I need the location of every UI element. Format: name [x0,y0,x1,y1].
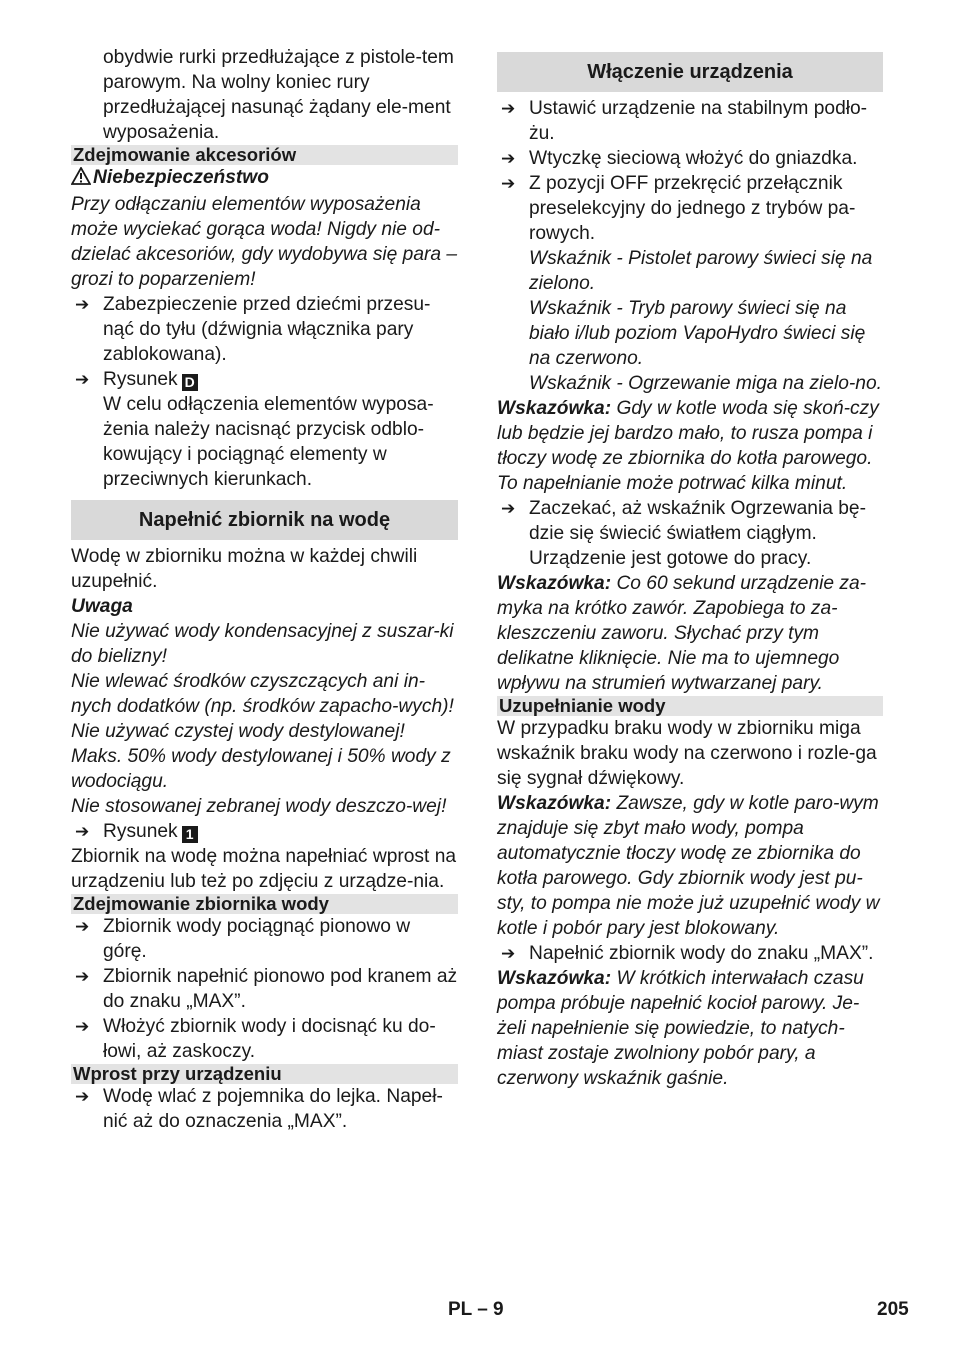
note-label: Wskazówka: [497,398,612,419]
step-pour-water [71,1084,458,1134]
left-column [71,45,458,1134]
arrow-right-icon: ➔ [501,99,516,118]
arrow-right-icon: ➔ [501,174,516,193]
step-child-lock [71,292,458,367]
heading-switch-on: Włączenie urządzenia [497,52,883,92]
indicator-1: Wskaźnik - Pistolet parowy świeci się na zielono. [529,248,873,294]
caution-4: Nie stosowanej zebranej wody deszczo-wej! [71,796,447,817]
note-text: Co 60 sekund urządzenie za-myka na krótko zawór. Zapobiega to za-kleszczeniu zaworu. Słychać przy tym delikatne kliknięcie. Nie ma to ujemnego wpływu na strumień wytwarzanej pary. [497,573,867,694]
step-text: Zaczekać, aż wskaźnik Ogrzewania bę-dzie się świecić światłem ciągłym. [529,498,866,544]
danger-heading [71,165,458,192]
arrow-right-icon: ➔ [75,967,90,986]
figure-symbol-1: 1 [182,826,198,843]
footer-language-page: PL – 9 [448,1299,504,1320]
step-insert-tank [71,1014,458,1064]
arrow-right-icon: ➔ [75,1017,90,1036]
fill-text: Zbiornik na wodę można napełniać wprost na urządzeniu lub też po zdjęciu z urządze-nia. [71,846,457,892]
subheading-refill: Uzupełnianie wody [497,696,883,716]
step-plug-in [497,146,883,171]
caution-3: Nie używać czystej wody destylowanej! Maks. 50% wody destylowanej i 50% wody z wodociągu. [71,721,451,792]
step-text: Napełnić zbiornik wody do znaku „MAX”. [529,943,874,964]
note-3 [497,791,883,941]
step-fill-max [497,941,883,966]
arrow-right-icon: ➔ [501,499,516,518]
note-label: Wskazówka: [497,968,612,989]
subheading-direct: Wprost przy urządzeniu [71,1064,458,1084]
note-text: W krótkich interwałach czasu pompa próbuje napełnić kocioł parowy. Je-żeli napełnienie się powiedzie, to natych-miast zostaje zwolniony pobór pary, a czerwony wskaźnik gaśnie. [497,968,864,1089]
arrow-right-icon: ➔ [75,295,90,314]
intro-text: obydwie rurki przedłużające z pistole-tem parowym. Na wolny koniec rury przedłużającej nasunąć żądany ele-ment wyposażenia. [103,47,454,143]
arrow-right-icon: ➔ [75,370,90,389]
danger-text: Przy odłączaniu elementów wyposażenia może wyciekać gorąca woda! Nigdy nie od-dzielać akcesoriów, gdy wydobywa się para – grozi to poparzeniem! [71,194,458,290]
step-text: Włożyć zbiornik wody i docisnąć ku do-łowi, aż zaskoczy. [103,1016,436,1062]
note-label: Wskazówka: [497,573,612,594]
note-text: Zawsze, gdy w kotle paro-wym znajduje się zbyt mało wody, pompa automatycznie tłoczy wodę ze zbiornika do kotła parowego. Gdy zbiornik wody jest pu-sty, to pompa nie może już uzupełnić wody w kotle i pobór pary jest blokowany. [497,793,880,939]
caution-1: Nie używać wody kondensacyjnej z suszar-ki do bielizny! [71,621,454,667]
step-text: Ustawić urządzenie na stabilnym podło-żu. [529,98,868,144]
step-figure-1 [71,819,458,844]
arrow-right-icon: ➔ [75,822,90,841]
subheading-remove-accessories: Zdejmowanie akcesoriów [71,145,458,165]
caution-2: Nie wlewać środków czyszczących ani in-nych dodatków (np. środków zapacho-wych)! [71,671,454,717]
indicator-3: Wskaźnik - Ogrzewanie miga na zielo-no. [529,373,882,394]
arrow-right-icon: ➔ [75,917,90,936]
figure-word: Rysunek [103,821,178,842]
warning-triangle-icon [71,167,93,192]
step-text: Zbiornik napełnić pionowo pod kranem aż do znaku „MAX”. [103,966,458,1012]
fill-intro: Wodę w zbiorniku można w każdej chwili uzupełnić. [71,546,418,592]
step-text: Wodę wlać z pojemnika do lejka. Napeł-nić aż do oznaczenia „MAX”. [103,1086,443,1132]
figure-word: Rysunek [103,369,178,390]
subheading-remove-tank: Zdejmowanie zbiornika wody [71,894,458,914]
step-text: Z pozycji OFF przekręcić przełącznik preselekcyjny do jednego z trybów pa-rowych. [529,173,856,244]
step-text: Wtyczkę sieciową włożyć do gniazdka. [529,148,858,169]
note-1 [497,396,883,496]
heading-fill-tank: Napełnić zbiornik na wodę [71,500,458,540]
note-2 [497,571,883,696]
step-text: Zabezpieczenie przed dziećmi przesu-nąć do tyłu (dźwignia włącznika pary zablokowana). [103,294,431,365]
step-pull-tank [71,914,458,964]
note-4 [497,966,883,1091]
figure-symbol-d: D [182,374,198,391]
refill-text: W przypadku braku wody w zbiorniku miga wskaźnik braku wody na czerwono i rozle-ga się sygnał dźwiękowy. [497,718,877,789]
detach-text: W celu odłączenia elementów wyposa-żenia należy nacisnąć przycisk odblo-kowujący i pociągnąć elementy w przeciwnych kierunkach. [103,394,434,490]
footer-page-number: 205 [877,1299,909,1320]
step-select-mode [497,171,883,246]
step-text: Zbiornik wody pociągnąć pionowo w górę. [103,916,411,962]
indicator-2: Wskaźnik - Tryb parowy świeci się na biało i/lub poziom VapoHydro świeci się na czerwono. [529,298,866,369]
arrow-right-icon: ➔ [501,149,516,168]
arrow-right-icon: ➔ [501,944,516,963]
caution-heading: Uwaga [71,596,133,617]
step-stable-surface [497,96,883,146]
danger-title: Niebezpieczeństwo [93,167,269,188]
note-label: Wskazówka: [497,793,612,814]
step-fill-tank [71,964,458,1014]
arrow-right-icon: ➔ [75,1087,90,1106]
note-text: Gdy w kotle woda się skoń-czy lub będzie jej bardzo mało, to rusza pompa i tłoczy wodę ze zbiornika do kotła parowego. To napełnianie może potrwać kilka minut. [497,398,879,494]
ready-text: Urządzenie jest gotowe do pracy. [529,548,812,569]
step-figure-d [71,367,458,392]
right-column [497,45,883,1091]
step-wait-heating [497,496,883,546]
